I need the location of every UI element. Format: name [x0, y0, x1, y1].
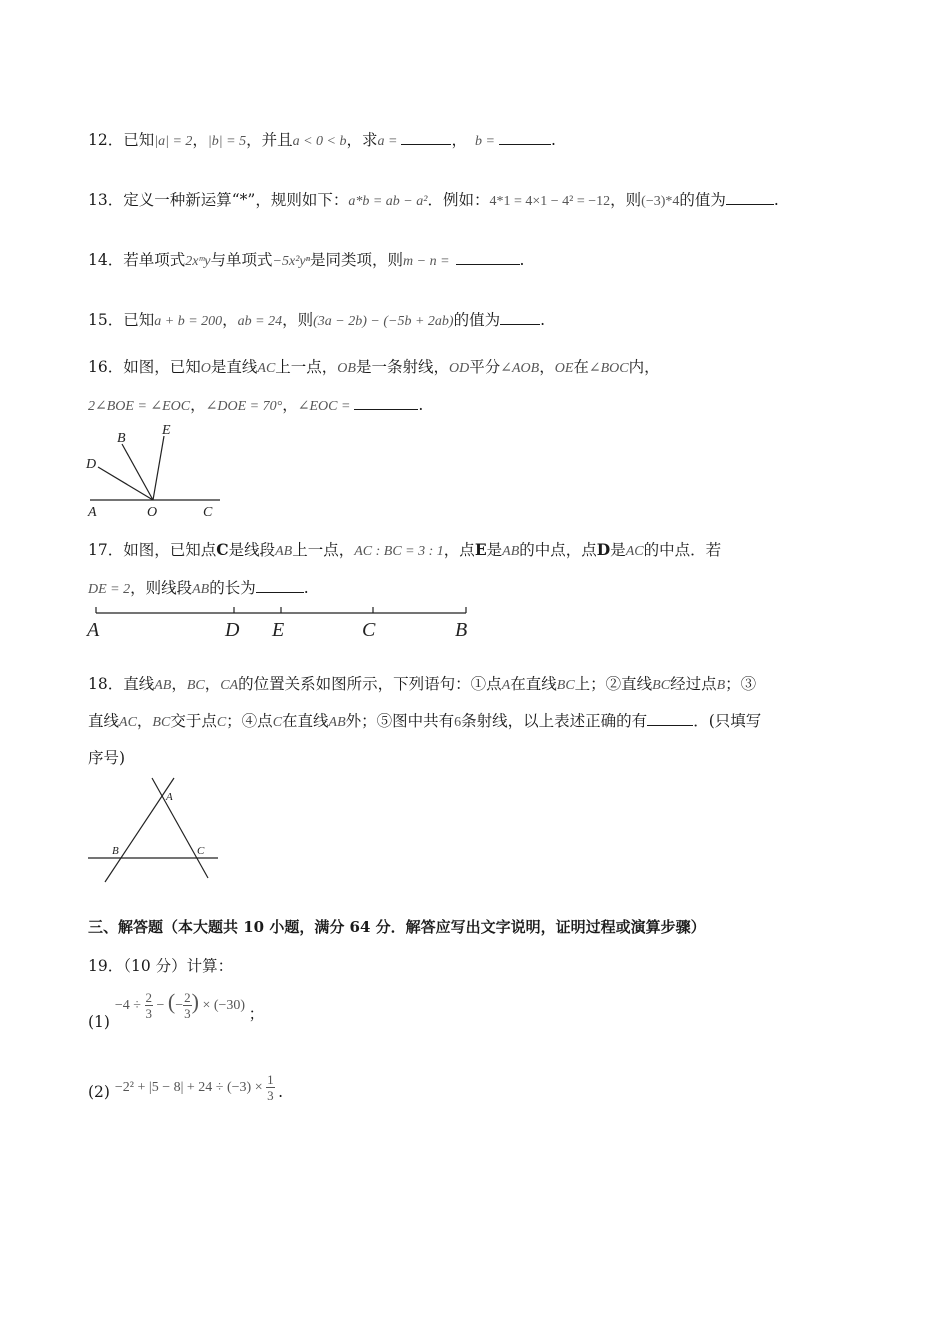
formula: CA [220, 678, 239, 693]
formula: AB [502, 544, 520, 559]
ray-oe [153, 436, 164, 500]
answer-blank[interactable] [401, 143, 451, 145]
formula: ab = 24 [237, 314, 283, 329]
label-e: E [272, 619, 285, 641]
formula: ∠EOC = [297, 399, 351, 414]
section-3-title: 三、解答题（本大题共 10 小题，满分 64 分．解答应写出文字说明，证明过程或演算步骤） [88, 918, 706, 936]
question-13: 13．定义一种新运算“*”，规则如下：a*b = ab − a²．例如：4*1 = 4×1 − 4² = −12，则(−3)*4的值为 . [88, 191, 779, 209]
label-b: B [112, 845, 119, 857]
label-d: D [225, 619, 240, 641]
figure-17 [82, 602, 482, 642]
formula: a*b = ab − a² [348, 194, 428, 209]
formula: DE = 2 [88, 582, 131, 597]
formula: AB [154, 678, 172, 693]
line-ac [152, 778, 208, 878]
label-a: A [87, 619, 100, 641]
fraction: $\frac{2}{3}$ [145, 990, 152, 1021]
question-16-line2: 2∠BOE = ∠EOC，∠DOE = 70°，∠EOC = . [88, 396, 424, 414]
label-c: C [197, 845, 205, 857]
formula: AC [257, 361, 276, 376]
label-a: A [88, 505, 97, 520]
question-15: 15．已知a + b = 200，ab = 24，则(3a − 2b) − (−5b + 2ab)的值为 . [88, 311, 546, 329]
formula: OE [554, 361, 574, 376]
question-19-part-2: (2) −2² + |5 − 8| + 24 ÷ (−3) × $\frac{1}{3}$ . [88, 1072, 284, 1103]
formula: 2xᵐy [185, 254, 211, 269]
label-c: C [203, 505, 213, 520]
label-b: B [455, 619, 468, 641]
fraction: $\frac{2}{3}$ [184, 990, 191, 1021]
formula: 4*1 = 4×1 − 4² = −12 [489, 194, 611, 209]
question-16-line1: 16．如图，已知O是直线AC上一点，OB是一条射线，OD平分∠AOB，OE在∠BOC内， [88, 358, 660, 376]
formula: |a| = 2 [154, 134, 193, 149]
question-18-line3: 序号) [88, 749, 126, 767]
formula: a + b = 200 [154, 314, 223, 329]
formula: 2∠BOE = ∠EOC [88, 399, 191, 414]
figure-18 [80, 772, 230, 887]
formula: BC [652, 678, 671, 693]
formula: AC : BC = 3 : 1 [354, 544, 444, 559]
formula: (3a − 2b) − (−5b + 2ab) [313, 314, 454, 329]
question-19-part-1: (1) −4 ÷ $\frac{2}{3}$ − (− $\frac{2}{3}$ ) × (−30) ； [88, 988, 265, 1031]
formula: |b| = 5 [207, 134, 247, 149]
formula: C [272, 715, 283, 730]
answer-blank[interactable] [647, 724, 693, 726]
answer-blank[interactable] [256, 591, 304, 593]
question-19: 19．（10 分）计算： [88, 957, 234, 975]
question-18-line2: 直线AC，BC交于点C；④点C在直线AB外；⑤图中共有6条射线，以上表述正确的有 ．(只填写 [88, 712, 762, 730]
formula: AC [625, 544, 644, 559]
label-a: A [166, 791, 173, 803]
formula: ∠BOC [588, 361, 629, 376]
formula: B [716, 678, 726, 693]
formula: −5x²yⁿ [272, 254, 311, 269]
ray-ob [122, 444, 153, 500]
question-17-line2: DE = 2，则线段AB的长为 . [88, 579, 309, 597]
formula: (−3)*4 [641, 194, 680, 209]
formula: O [200, 361, 211, 376]
answer-blank[interactable] [354, 408, 418, 410]
formula: AB [275, 544, 293, 559]
label-b: B [117, 431, 126, 446]
formula: 6 [454, 715, 462, 730]
answer-blank[interactable] [726, 203, 774, 205]
question-18-line1: 18．直线AB，BC，CA的位置关系如图所示，下列语句：①点A在直线BC上；②直线BC经过点B；③ [88, 675, 757, 693]
answer-blank[interactable] [499, 143, 551, 145]
formula: OB [337, 361, 356, 376]
formula: C [216, 715, 227, 730]
label-e: E [162, 423, 171, 438]
formula: AB [192, 582, 210, 597]
answer-blank[interactable] [500, 323, 540, 325]
fraction: $\frac{1}{3}$ [267, 1072, 274, 1103]
formula: b = [474, 134, 495, 149]
label-c: C [362, 619, 376, 641]
formula: A [501, 678, 511, 693]
formula: a < 0 < b [292, 134, 347, 149]
formula: ∠DOE = 70° [205, 399, 283, 414]
label-d: D [86, 457, 97, 472]
formula: BC [556, 678, 575, 693]
figure-16 [80, 420, 230, 520]
label-o: O [147, 505, 158, 520]
formula: ∠AOB [500, 361, 540, 376]
formula: BC [152, 715, 171, 730]
question-14: 14．若单项式2xᵐy与单项式−5x²yⁿ是同类项，则m − n = . [88, 251, 525, 269]
question-12: 12．已知|a| = 2，|b| = 5，并且a < 0 < b，求a = ， b = . [88, 131, 556, 149]
formula: −4 ÷ $\frac{2}{3}$ − (− $\frac{2}{3}$ ) × (−30) [114, 988, 246, 1021]
answer-blank[interactable] [456, 263, 520, 265]
formula: AB [328, 715, 346, 730]
formula: AC [119, 715, 137, 730]
line-ab [105, 778, 174, 882]
question-17-line1: 17．如图，已知点C是线段AB上一点，AC : BC = 3 : 1，点E是AB的中点，点D是AC的中点．若 [88, 540, 722, 559]
formula: BC [186, 678, 205, 693]
ray-od [98, 467, 153, 500]
formula: m − n = [403, 254, 450, 269]
formula: −2² + |5 − 8| + 24 ÷ (−3) × $\frac{1}{3}$ [114, 1072, 274, 1103]
formula: OD [448, 361, 470, 376]
formula: a = [377, 134, 398, 149]
